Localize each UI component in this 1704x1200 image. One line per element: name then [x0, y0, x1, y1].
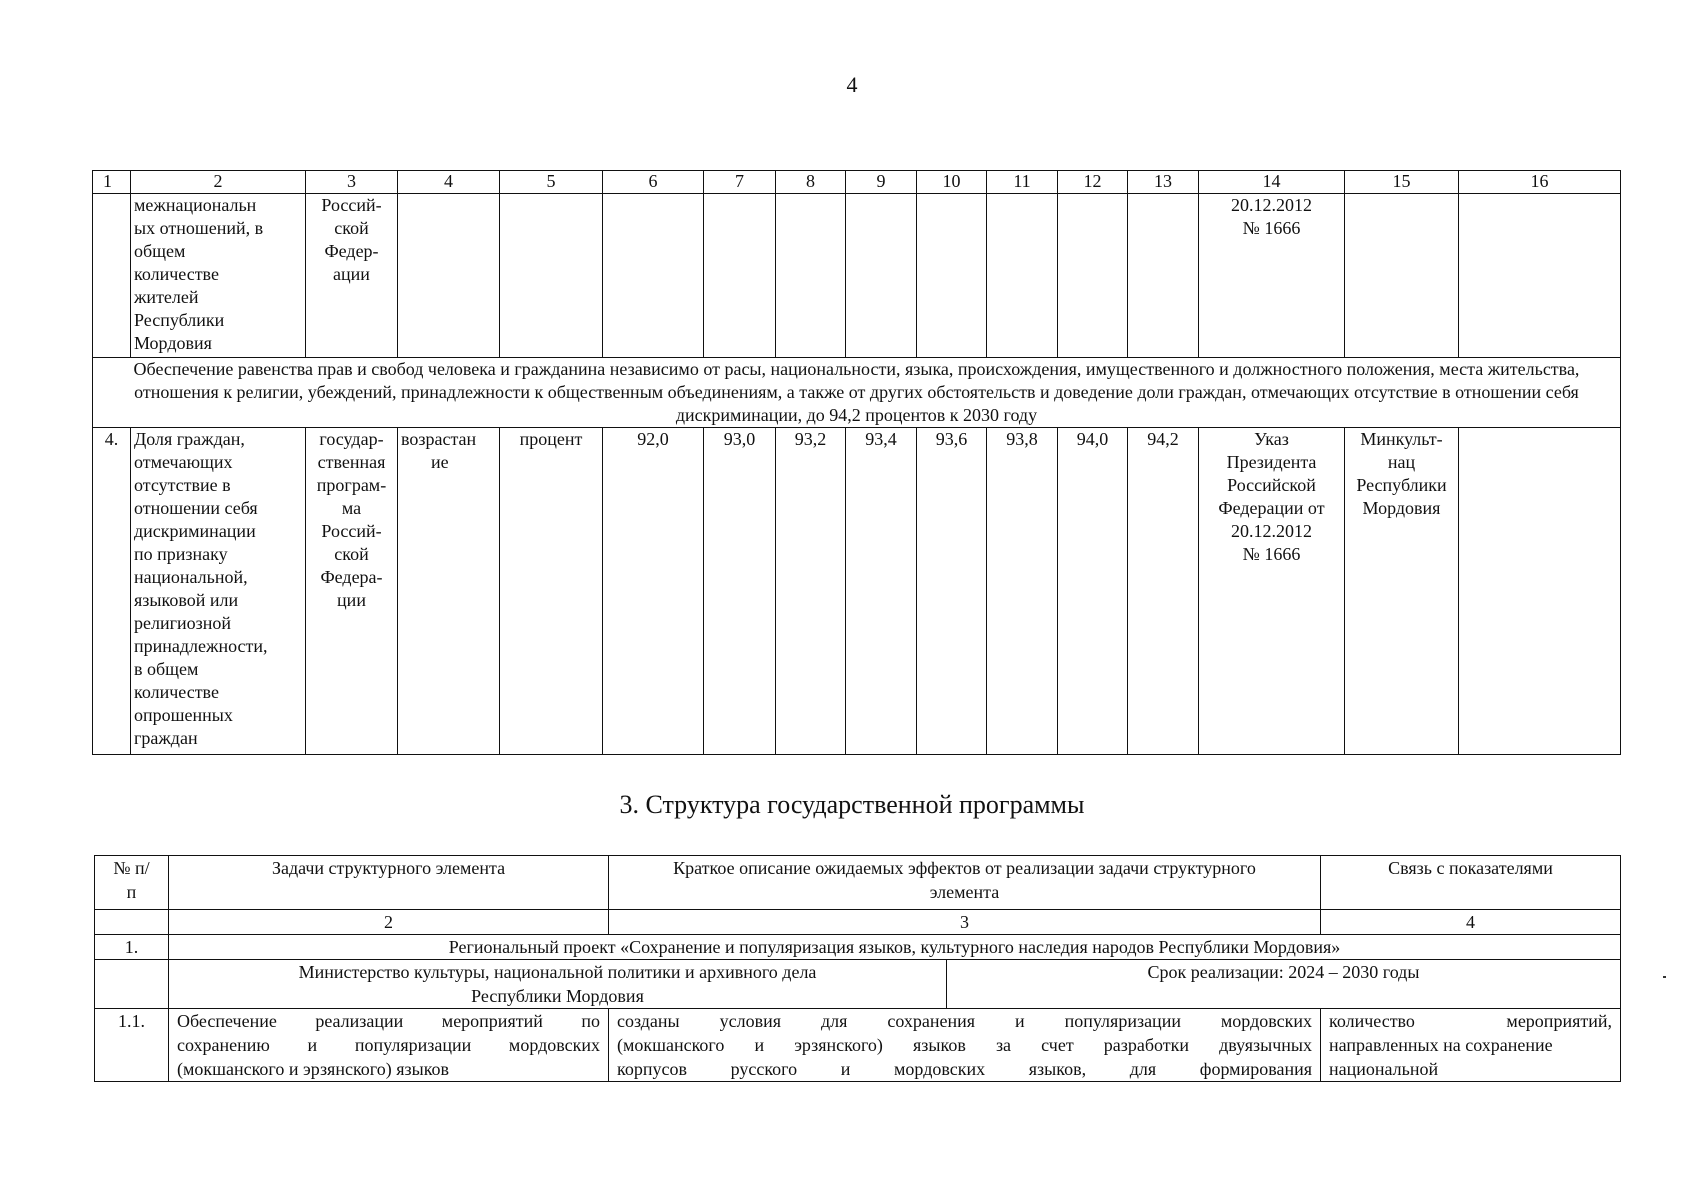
indicator-value: 93,2: [776, 428, 846, 755]
column-number: 10: [917, 171, 987, 194]
column-number: 16: [1459, 171, 1621, 194]
column-number: 9: [846, 171, 917, 194]
column-number: 8: [776, 171, 846, 194]
indicator-value: 94,2: [1128, 428, 1199, 755]
section-title: 3. Структура государственной программы: [619, 790, 1085, 819]
column-number: 14: [1199, 171, 1345, 194]
header-number: № п/п: [95, 856, 169, 910]
goal-text: Обеспечение равенства прав и свобод человека и гражданина независимо от расы, национальности, языка, происхождения, имущественного и должностного положения, места жительства, отношения к религии, убеждений, принадлежности к общественным объединениям, а также от других обстоятельств и доведение доли граждан, отмечающих отсутствие в отношении себя дискриминации, до 94,2 процентов к 2030 году: [93, 358, 1621, 428]
page-number: 4: [846, 72, 858, 97]
project-number: 1.: [95, 935, 169, 960]
responsible-body: Минкульт- нац Республики Мордовия: [1345, 428, 1459, 755]
column-number: 2: [169, 910, 609, 935]
indicator-value: 93,0: [704, 428, 776, 755]
document-reference: Указ Президента Российской Федерации от 20.12.2012 № 1666: [1199, 428, 1345, 755]
indicators-table: [92, 170, 1621, 755]
column-number: 2: [131, 171, 306, 194]
header-link: Связь с показателями: [1321, 856, 1621, 910]
responsible-row: [95, 960, 1621, 1009]
indicator-source: государ- ственная програм- ма Россий- ской Федера- ции: [306, 428, 398, 755]
scan-speck: [1663, 976, 1666, 978]
indicator-value: 93,8: [987, 428, 1058, 755]
row-number: 4.: [93, 428, 131, 755]
program-structure-table: [94, 855, 1621, 1082]
column-number: 12: [1058, 171, 1128, 194]
implementation-period: Срок реализации: 2024 – 2030 годы: [947, 960, 1621, 1009]
structure-header-row: [95, 856, 1621, 910]
responsible-ministry: Министерство культуры, национальной политики и архивного дела Республики Мордовия: [169, 960, 947, 1009]
document-reference-continued: 20.12.2012 № 1666: [1199, 194, 1345, 358]
indicator-unit: процент: [500, 428, 603, 755]
column-number: 11: [987, 171, 1058, 194]
column-number: 7: [704, 171, 776, 194]
header-effects: Краткое описание ожидаемых эффектов от реализации задачи структурного элемента: [609, 856, 1321, 910]
indicator-value: 93,4: [846, 428, 917, 755]
column-number: 15: [1345, 171, 1459, 194]
indicator-link: количество мероприятий, направленных на сохранение национальной: [1321, 1009, 1621, 1082]
task-number: 1.1.: [95, 1009, 169, 1082]
column-number: 5: [500, 171, 603, 194]
column-number: 4: [398, 171, 500, 194]
indicator-value: 94,0: [1058, 428, 1128, 755]
task-description: Обеспечение реализации мероприятий по сохранению и популяризации мордовских (мокшанского и эрзянского) языков: [169, 1009, 609, 1082]
indicator-row-4: [93, 428, 1621, 755]
column-number: 3: [306, 171, 398, 194]
indicator-trend: возрастан ие: [398, 428, 500, 755]
column-number: 6: [603, 171, 704, 194]
indicator-value: 92,0: [603, 428, 704, 755]
header-tasks: Задачи структурного элемента: [169, 856, 609, 910]
indicator-value: 93,6: [917, 428, 987, 755]
project-row: [95, 935, 1621, 960]
continuation-row: [93, 194, 1621, 358]
column-number: 4: [1321, 910, 1621, 935]
indicator-name-continued: межнациональн ых отношений, в общем количестве жителей Республики Мордовия: [131, 194, 306, 358]
column-number: 1: [93, 171, 131, 194]
indicator-name: Доля граждан, отмечающих отсутствие в отношении себя дискриминации по признаку национальной, языковой или религиозной принадлежности, в общем количестве опрошенных граждан: [131, 428, 306, 755]
column-number: 3: [609, 910, 1321, 935]
structure-column-number-row: [95, 910, 1621, 935]
column-number-row: [93, 171, 1621, 194]
task-row: [95, 1009, 1621, 1082]
column-number: 13: [1128, 171, 1199, 194]
expected-effects: созданы условия для сохранения и популяризации мордовских (мокшанского и эрзянского) языков за счет разработки двуязычных корпусов русского и мордовских языков, для формирования: [609, 1009, 1321, 1082]
project-title: Региональный проект «Сохранение и популяризация языков, культурного наследия народов Республики Мордовия»: [169, 935, 1621, 960]
indicator-source-continued: Россий- ской Федер- ации: [306, 194, 398, 358]
goal-row: [93, 358, 1621, 428]
